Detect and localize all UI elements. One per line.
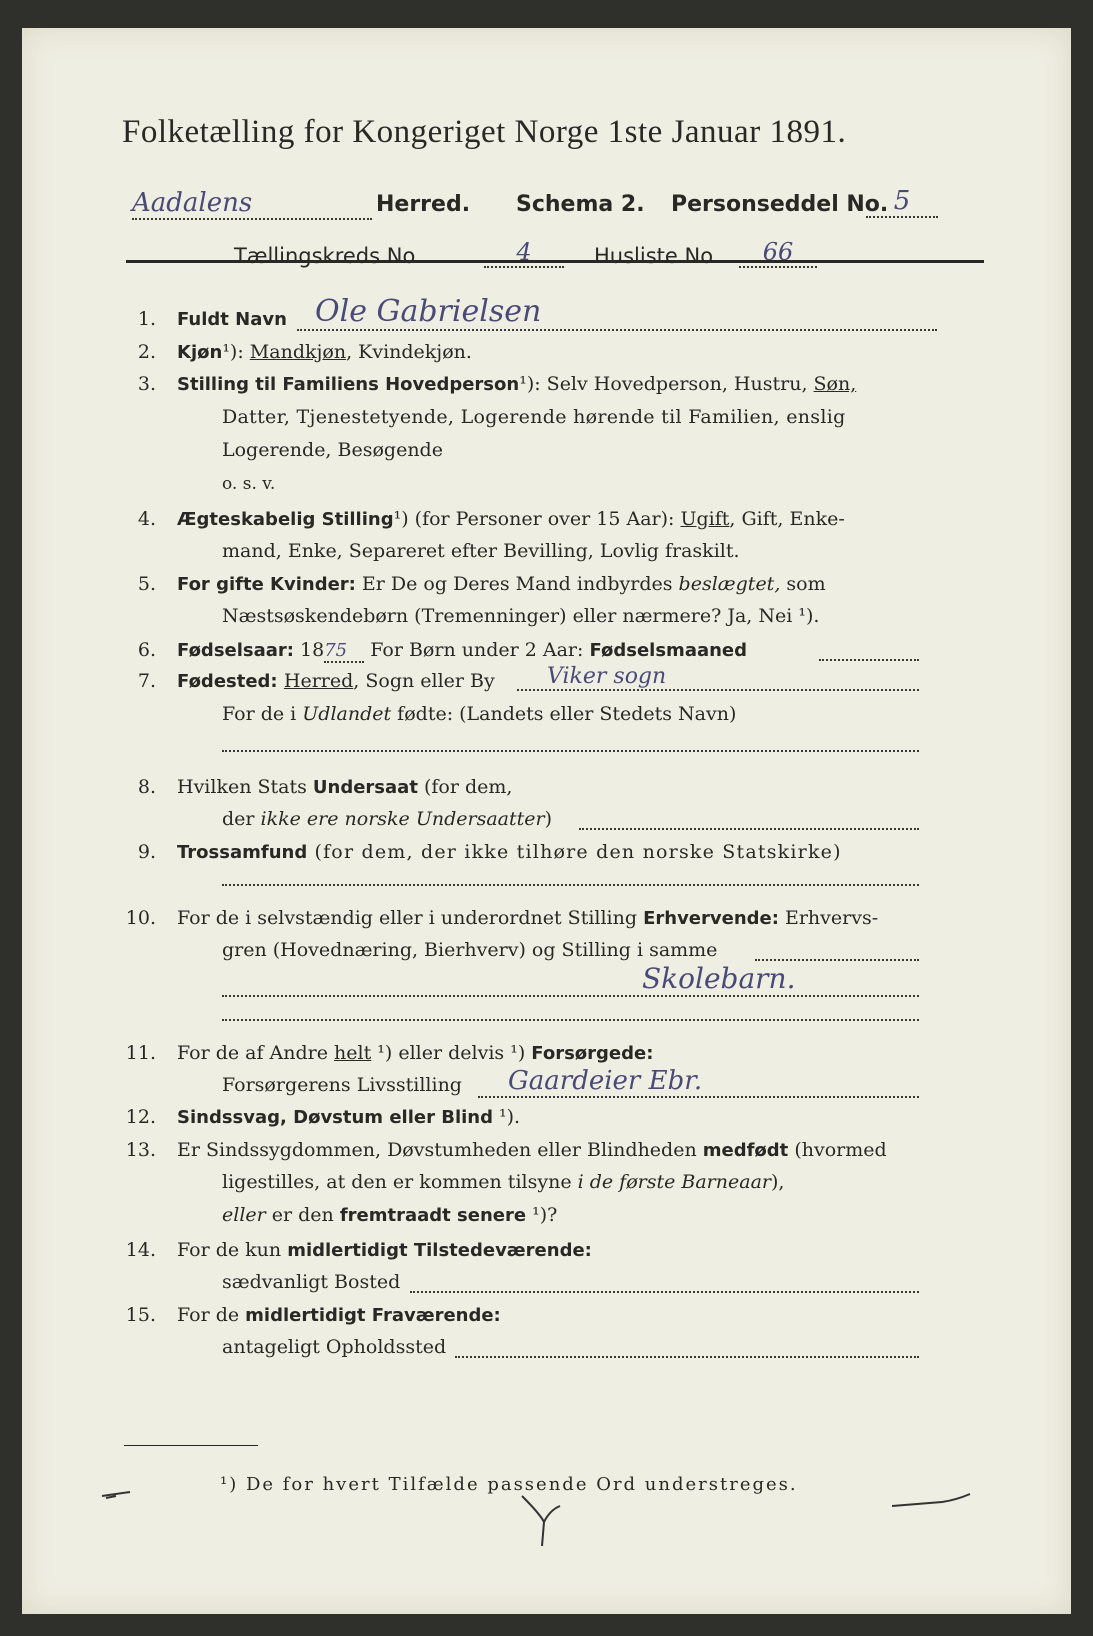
item-text: antageligt Opholdssted: [222, 1336, 447, 1358]
item-text: Næstsøskendebørn (Tremenninger) eller nærmere? Ja, Nei ¹).: [222, 605, 820, 627]
item-text: ¹) (for Personer over 15 Aar):: [393, 508, 681, 530]
item-label-bold: Kjøn: [177, 342, 223, 363]
item-label-bold: Sindssvag, Døvstum eller Blind: [177, 1107, 493, 1128]
provider-occupation-handwritten: Gaardeier Ebr.: [478, 1066, 919, 1098]
item-label-bold: Ægteskabelig Stilling: [177, 509, 394, 530]
herred-label: Herred.: [376, 192, 471, 217]
item-text-italic: ikke ere norske Undersaatter: [260, 808, 545, 830]
item-text: Forsørgerens Livsstilling: [222, 1074, 462, 1096]
item-number: 13.: [125, 1139, 156, 1161]
item-text: fødte: (Landets eller Stedets Navn): [391, 703, 737, 725]
item-text: (for dem,: [417, 776, 513, 798]
item-number: 7.: [137, 670, 156, 692]
birth-year-prefix: 18: [294, 639, 325, 661]
option-herred: Herred: [283, 670, 354, 692]
item-text: ): [544, 808, 552, 830]
item-text: Er De og Deres Mand indbyrdes: [355, 573, 679, 595]
item-label-bold: Trossamfund: [177, 842, 308, 863]
schema-label: Schema 2.: [516, 192, 645, 217]
item-number: 12.: [125, 1106, 156, 1128]
item-text: For de kun: [177, 1239, 288, 1261]
item-label-bold: midlertidigt Fraværende:: [245, 1305, 501, 1326]
item-text: , Gift, Enke-: [729, 508, 845, 530]
form-title: Folketælling for Kongeriget Norge 1ste Januar 1891.: [122, 114, 847, 150]
item-text: For de i: [222, 703, 303, 725]
item-text: ligestilles, at den er kommen tilsyne: [222, 1171, 578, 1193]
taellingskreds-number-handwritten: 4: [484, 238, 564, 268]
item-text: ¹): Selv Hovedperson, Hustru,: [519, 373, 814, 395]
item-label-bold: For gifte Kvinder:: [177, 574, 356, 595]
option-ugift: Ugift: [680, 508, 730, 530]
item-text: ¹) eller delvis ¹): [371, 1042, 532, 1064]
item-number: 14.: [125, 1239, 156, 1261]
footnote: ¹) De for hvert Tilfælde passende Ord understreges.: [220, 1474, 798, 1495]
item-text: gren (Hovednæring, Bierhverv) og Stilling i samme: [222, 939, 718, 961]
personseddel-number-handwritten: 5: [866, 186, 938, 218]
item-number: 3.: [137, 373, 156, 395]
item-text-italic: eller: [222, 1204, 266, 1226]
personseddel-label: Personseddel No.: [671, 192, 889, 217]
item-text: For de af Andre: [177, 1042, 335, 1064]
margin-marks: [22, 28, 1071, 1614]
item-text: Datter, Tjenestetyende, Logerende hørende til Familien, enslig: [222, 406, 846, 428]
item-label: Fuldt Navn: [177, 309, 287, 330]
item-label-bold: Erhvervende:: [643, 908, 779, 929]
item-text: (hvormed: [788, 1139, 887, 1161]
item-number: 1.: [137, 308, 156, 330]
item-text: er den: [265, 1204, 340, 1226]
item-text: som: [780, 573, 826, 595]
item-number: 8.: [137, 776, 156, 798]
item-text: ¹).: [492, 1106, 521, 1128]
occupation-handwritten: Skolebarn.: [222, 962, 919, 997]
item-label-bold: Fødselsaar:: [177, 640, 294, 661]
item-number: 15.: [125, 1304, 156, 1326]
item-number: 10.: [125, 907, 156, 929]
item-label-bold: Undersaat: [312, 777, 418, 798]
item-text: Er Sindssygdommen, Døvstumheden eller Blindheden: [177, 1139, 703, 1161]
item-text-italic: Udlandet: [302, 703, 392, 725]
item-number: 6.: [137, 639, 156, 661]
item-label-bold: Stilling til Familiens Hovedperson: [177, 374, 520, 395]
option-son: Søn,: [813, 373, 857, 395]
item-text: Hvilken Stats: [177, 776, 313, 798]
item-label-bold: fremtraadt senere: [339, 1205, 527, 1226]
item-text: mand, Enke, Separeret efter Bevilling, Lovlig fraskilt.: [222, 540, 740, 562]
item-text-italic: beslægtet,: [678, 573, 781, 595]
item-text: der: [222, 808, 261, 830]
item-number: 2.: [137, 341, 156, 363]
item-label-bold: Forsørgede:: [531, 1043, 654, 1064]
item-text: For de i selvstændig eller i underordnet Stilling: [177, 907, 644, 929]
item-number: 11.: [125, 1042, 156, 1064]
name-handwritten: Ole Gabrielsen: [297, 294, 937, 331]
item-text: For Børn under 2 Aar:: [370, 639, 590, 661]
item-label-bold: Fødselsmaaned: [589, 640, 748, 661]
item-label-bold: medfødt: [702, 1140, 789, 1161]
item-number: 9.: [137, 841, 156, 863]
item-text-italic: i de første Barneaar: [577, 1171, 771, 1193]
option-kvindekjon: , Kvindekjøn.: [346, 341, 472, 363]
item-text: o. s. v.: [222, 474, 276, 494]
husliste-number-handwritten: 66: [739, 238, 817, 268]
census-form: [22, 28, 1071, 1614]
husliste-label: Husliste No.: [594, 244, 720, 268]
item-text: ¹)?: [526, 1204, 558, 1226]
taellingskreds-label: Tællingskreds No.: [234, 244, 422, 268]
item-text: (for dem, der ikke tilhøre den norske Statskirke): [307, 841, 842, 863]
item-label-suffix: ¹):: [222, 341, 250, 363]
birth-year-handwritten: 75: [324, 640, 364, 663]
item-text: sædvanligt Bosted: [222, 1271, 401, 1293]
herred-name-handwritten: Aadalens: [132, 188, 372, 220]
item-number: 4.: [137, 508, 156, 530]
item-text: For de: [177, 1304, 246, 1326]
option-mandkjon: Mandkjøn: [249, 341, 347, 363]
item-number: 5.: [137, 573, 156, 595]
item-label-bold: Fødested:: [177, 671, 284, 692]
item-label-bold: midlertidigt Tilstedeværende:: [287, 1240, 592, 1261]
item-text: Erhvervs-: [778, 907, 879, 929]
item-text: ),: [771, 1171, 785, 1193]
birthplace-handwritten: Viker sogn: [517, 664, 919, 691]
option-helt: helt: [334, 1042, 372, 1064]
item-text: Logerende, Besøgende: [222, 439, 443, 461]
item-text: , Sogn eller By: [353, 670, 495, 692]
